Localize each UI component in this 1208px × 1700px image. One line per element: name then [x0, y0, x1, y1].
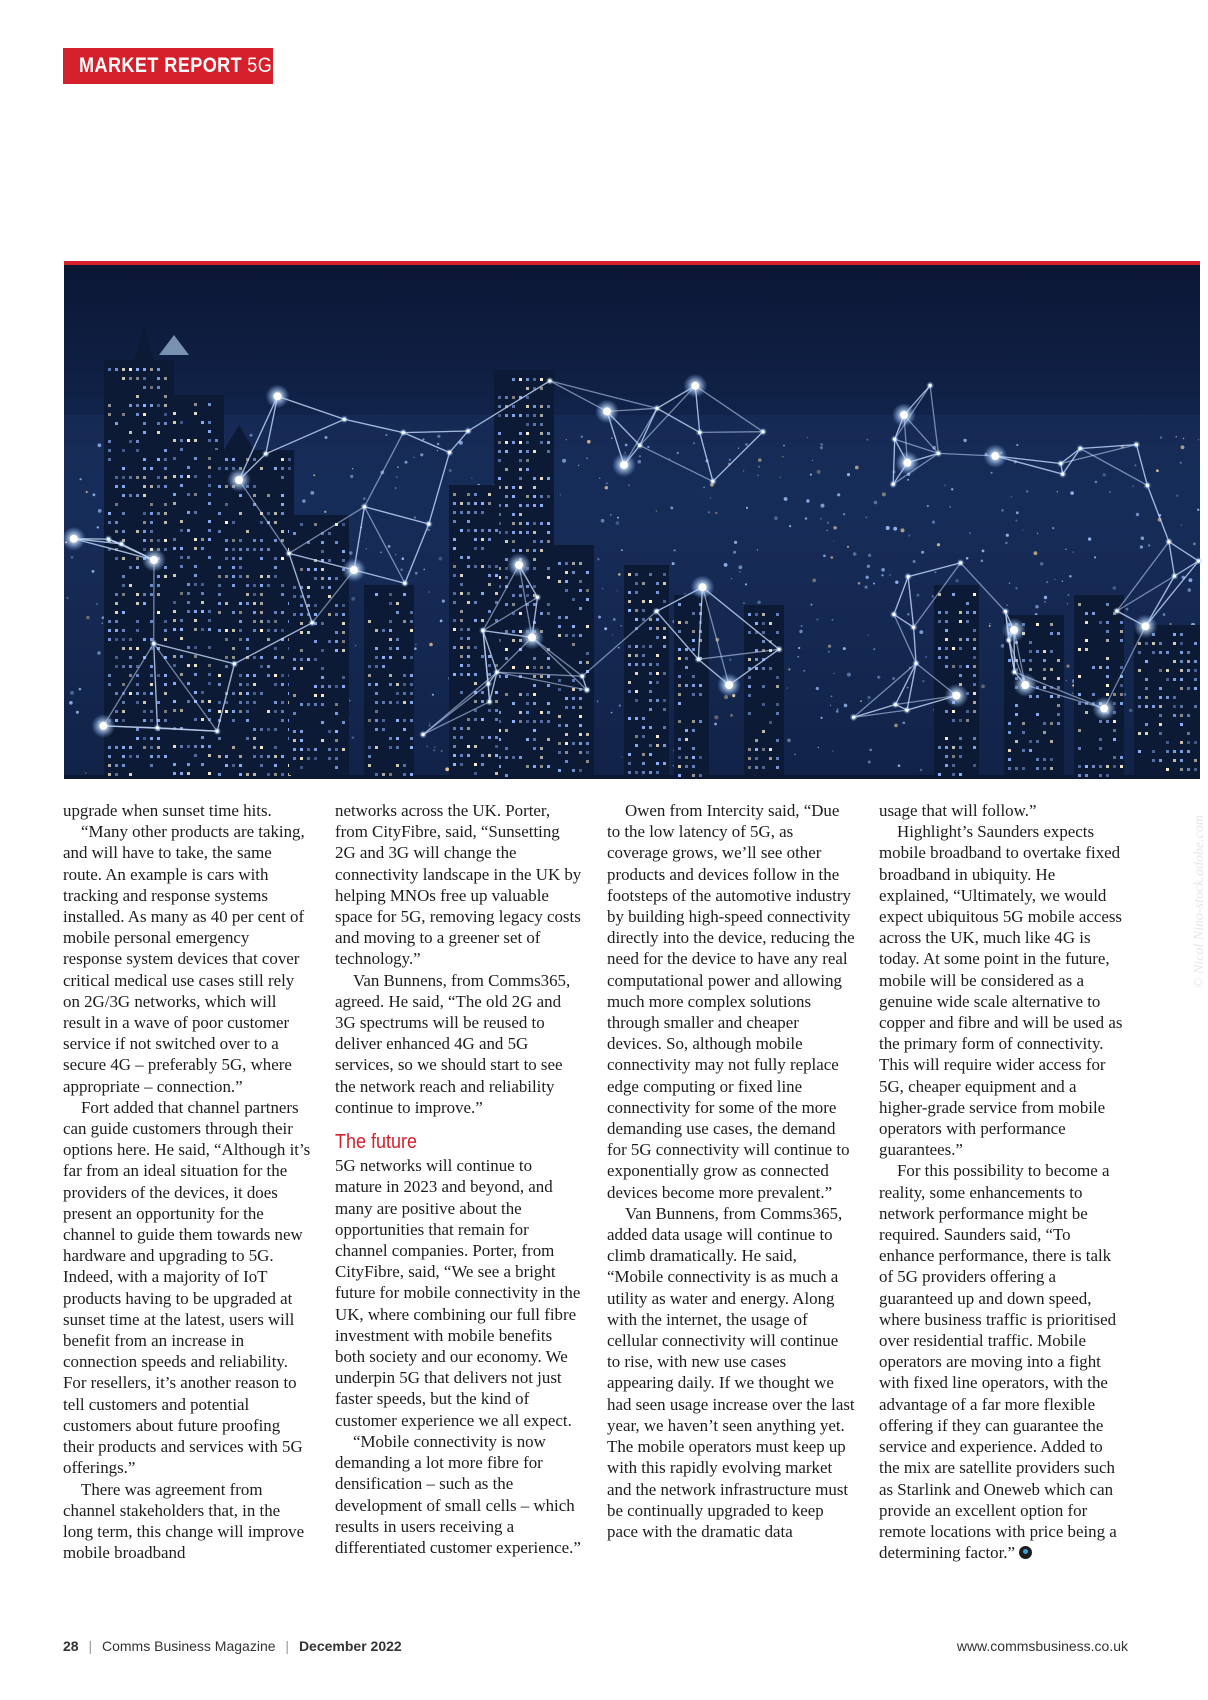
subheading: The future: [335, 1131, 418, 1154]
photo-credit: © Nicol Nino-stock.adobe.com: [1192, 815, 1207, 989]
paragraph: Highlight’s Saunders expects mobile broadband to overtake fixed broadband in ubiquity. He explained, “Ultimately, we would expect ubiquitous 5G mobile access across the UK, much like 4G is today. At some point in the future, mobile will be considered as a genuine wide scale alternative to copper and fibre and will be used as the primary form of connectivity. This will require wider access for 5G, cheaper equipment and a higher-grade service from mobile operators with performance guarantees.”: [879, 822, 1123, 1160]
paragraph: “Mobile connectivity is now demanding a lot more fibre for densification – such as the development of small cells – which results in users receiving a differentiated customer experience.”: [335, 1431, 581, 1557]
page-footer: [63, 1636, 1128, 1656]
footer-separator: |: [88, 1638, 93, 1654]
paragraph: Van Bunnens, from Comms365, agreed. He said, “The old 2G and 3G spectrums will be reused to deliver enhanced 4G and 5G services, so we should start to see the network reach and reliability continue to improve.”: [335, 970, 571, 1117]
footer-separator: |: [285, 1638, 290, 1654]
publication-name: Comms Business Magazine: [102, 1638, 276, 1654]
paragraph: upgrade when sunset time hits.: [63, 801, 272, 820]
end-of-article-icon: [1019, 1546, 1032, 1559]
paragraph: Van Bunnens, from Comms365, added data usage will continue to climb dramatically. He said, “Mobile connectivity is as much a utility as water and energy. Along with the internet, the usage of cellular connectivity will continue to rise, with new use cases appearing daily. If we thought we had seen usage increase over the last year, we haven’t seen anything yet. The mobile operators must keep up with this rapidly evolving market and the network infrastructure must be continually upgraded to keep pace with the dramatic data: [607, 1203, 855, 1541]
section-topic: 5G: [247, 54, 273, 77]
article-column-3: [607, 800, 855, 1608]
section-tab: [63, 48, 273, 84]
city-skyline-image: [64, 265, 1200, 775]
paragraph-text: For this possibility to become a reality, some enhancements to network performance might be required. Saunders said, “To enhance performance, there is talk of 5G providers offering a guaranteed up and down speed, where business traffic is prioritised over residential traffic. Mobile operators are moving into a fight with fixed line operators, with the advantage of a far more flexible offering if they can guarantee the service and experience. Added to the mix are satellite providers such as Starlink and Oneweb which can provide an excellent option for remote locations with price being a determining factor.”: [879, 1161, 1117, 1563]
paragraph: [879, 1160, 1127, 1563]
paragraph: usage that will follow.”: [879, 801, 1037, 820]
paragraph: Fort added that channel partners can guide customers through their options here. He said, “Although it’s far from an ideal situation for the providers of the devices, it does present an opportunity for the channel to guide them towards new hardware and upgrading to 5G. Indeed, with a majority of IoT products having to be upgraded at sunset time at the latest, users will benefit from an increase in connection speeds and reliability. For resellers, it’s another reason to tell customers and potential customers about future proofing their products and services with 5G offerings.”: [63, 1097, 311, 1478]
issue-date: December 2022: [298, 1638, 402, 1654]
section-title: MARKET REPORT 5G: [79, 54, 273, 77]
page-number: 28: [63, 1638, 79, 1654]
article-body: [63, 800, 1129, 1608]
paragraph: 5G networks will continue to mature in 2023 and beyond, and many are positive about the opportunities that remain for channel companies. Porter, from CityFibre, said, “We see a bright future for mobile connectivity in the UK, where combining our full fibre investment with mobile benefits both society and our economy. We underpin 5G that delivers not just faster speeds, but the kind of customer experience we all expect.: [335, 1156, 581, 1430]
article-column-4: [879, 800, 1127, 1608]
paragraph: networks across the UK. Porter, from CityFibre, said, “Sunsetting 2G and 3G will change the connectivity landscape in the UK by helping MNOs free up valuable space for 5G, removing legacy costs and moving to a greener set of technology.”: [335, 801, 582, 969]
paragraph: Owen from Intercity said, “Due to the low latency of 5G, as coverage grows, we’ll see other products and devices follow in the footsteps of the automotive industry by building high-speed connectivity directly into the device, reducing the need for the device to have any real computational power and allowing much more complex solutions through smaller and cheaper devices. So, although mobile connectivity may not fully replace edge computing or fixed line connectivity for some of the more demanding use cases, the demand for 5G connectivity will continue to exponentially grow as connected devices become more prevalent.”: [607, 801, 855, 1202]
article-column-2: [335, 800, 583, 1608]
article-column-1: [63, 800, 311, 1608]
paragraph: There was agreement from channel stakeholders that, in the long term, this change will improve mobile broadband: [63, 1479, 305, 1563]
footer-left: [63, 1638, 408, 1654]
paragraph: “Many other products are taking, and will have to take, the same route. An example is cars with tracking and response systems installed. As many as 40 per cent of mobile personal emergency response system devices that cover critical medical use cases still rely on 2G/3G networks, which will result in a wave of poor customer service if not switched over to a secure 4G – preferably 5G, where appropriate – connection.”: [63, 822, 305, 1096]
website-url: www.commsbusiness.co.uk: [956, 1638, 1128, 1654]
